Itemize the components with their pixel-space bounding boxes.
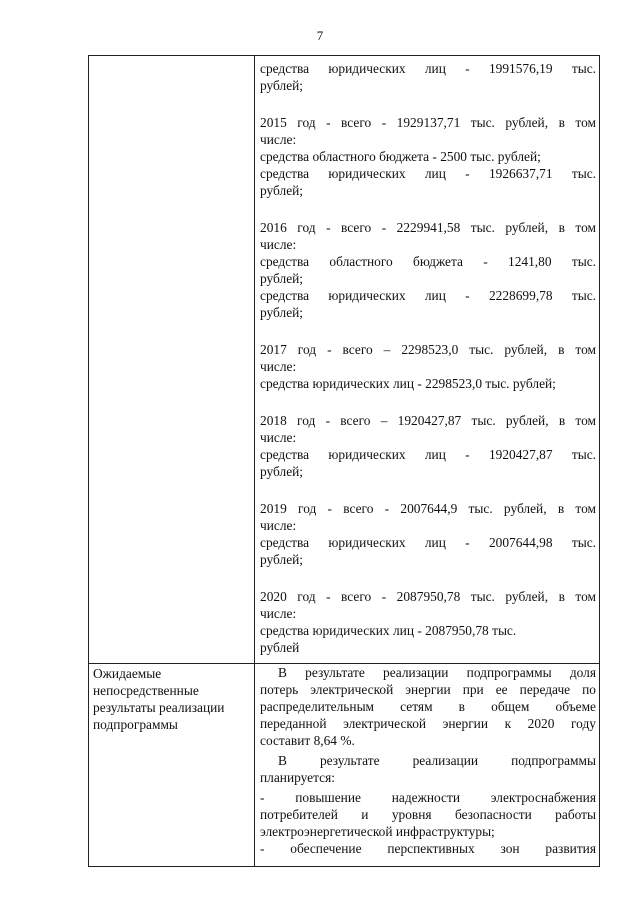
page-number: 7 bbox=[316, 28, 324, 43]
outcomes-label-line: результаты реализации bbox=[93, 700, 225, 715]
funding-line: 2019 год - всего - 2007644,9 тыс. рублей, в том bbox=[260, 501, 596, 516]
outcomes-line: электроэнергетической инфраструктуры; bbox=[260, 824, 495, 839]
funding-line: рублей; bbox=[260, 78, 304, 93]
funding-line: числе: bbox=[260, 359, 297, 374]
funding-year-2018 bbox=[260, 412, 596, 480]
funding-year-2017 bbox=[260, 341, 596, 392]
outcomes-label-line: Ожидаемые bbox=[93, 666, 162, 681]
funding-year-2020 bbox=[260, 588, 596, 656]
funding-line: 2020 год - всего - 2087950,78 тыс. рублей, в том bbox=[260, 589, 596, 604]
funding-year-2015 bbox=[260, 114, 596, 199]
funding-line: числе: bbox=[260, 132, 297, 147]
funding-cell bbox=[260, 60, 596, 656]
funding-line: 2018 год - всего – 1920427,87 тыс. рублей, в том bbox=[260, 413, 596, 428]
funding-line: 2017 год - всего – 2298523,0 тыс. рублей, в том bbox=[260, 342, 596, 357]
outcomes-bullet-reliability bbox=[260, 789, 596, 840]
funding-line: средства юридических лиц - 1920427,87 тыс. bbox=[260, 447, 596, 462]
funding-line: средства юридических лиц - 2228699,78 тыс. bbox=[260, 288, 596, 303]
outcomes-line: потребителей и уровня безопасности работы bbox=[260, 807, 596, 822]
funding-line: рублей; bbox=[260, 464, 304, 479]
funding-year-2016 bbox=[260, 219, 596, 321]
funding-line: рублей; bbox=[260, 271, 304, 286]
funding-line: рублей bbox=[260, 640, 300, 655]
outcomes-paragraph-planned bbox=[260, 752, 596, 786]
funding-line: числе: bbox=[260, 430, 297, 445]
outcomes-label-cell bbox=[93, 665, 249, 733]
funding-line: 2015 год - всего - 1929137,71 тыс. рублей, в том bbox=[260, 115, 596, 130]
funding-year-2019 bbox=[260, 500, 596, 568]
program-table bbox=[88, 55, 600, 867]
outcomes-text-cell bbox=[260, 664, 596, 857]
funding-line: средства областного бюджета - 2500 тыс. рублей; bbox=[260, 149, 541, 164]
funding-line: средства юридических лиц - 2007644,98 тыс. bbox=[260, 535, 596, 550]
funding-line: числе: bbox=[260, 237, 297, 252]
outcomes-label-line: непосредственные bbox=[93, 683, 199, 698]
funding-line: средства юридических лиц - 1991576,19 тыс. bbox=[260, 61, 596, 76]
funding-line: рублей; bbox=[260, 183, 304, 198]
funding-line: средства юридических лиц - 2087950,78 тыс. bbox=[260, 623, 517, 638]
outcomes-paragraph-loss bbox=[260, 664, 596, 749]
funding-line: средства юридических лиц - 2298523,0 тыс. рублей; bbox=[260, 376, 556, 391]
outcomes-label-line: подпрограммы bbox=[93, 717, 178, 732]
outcomes-line: - повышение надежности электроснабжения bbox=[260, 790, 596, 805]
column-divider bbox=[254, 56, 255, 866]
outcomes-line: распределительным сетям в общем объеме bbox=[260, 699, 596, 714]
outcomes-bullet-zones bbox=[260, 840, 596, 857]
funding-line: рублей; bbox=[260, 305, 304, 320]
outcomes-line: планируется: bbox=[260, 770, 335, 785]
outcomes-line: - обеспечение перспективных зон развития bbox=[260, 841, 596, 856]
funding-line: рублей; bbox=[260, 552, 304, 567]
funding-line: средства юридических лиц - 1926637,71 тыс. bbox=[260, 166, 596, 181]
outcomes-line: переданной электрической энергии к 2020 году bbox=[260, 716, 596, 731]
funding-line: 2016 год - всего - 2229941,58 тыс. рублей, в том bbox=[260, 220, 596, 235]
funding-line: числе: bbox=[260, 518, 297, 533]
outcomes-line: потерь электрической энергии при ее передаче по bbox=[260, 682, 596, 697]
outcomes-line: составит 8,64 %. bbox=[260, 733, 355, 748]
outcomes-line: В результате реализации подпрограммы доля bbox=[278, 665, 596, 680]
funding-line: числе: bbox=[260, 606, 297, 621]
funding-line: средства областного бюджета - 1241,80 тыс. bbox=[260, 254, 596, 269]
outcomes-line: В результате реализации подпрограммы bbox=[278, 753, 596, 768]
